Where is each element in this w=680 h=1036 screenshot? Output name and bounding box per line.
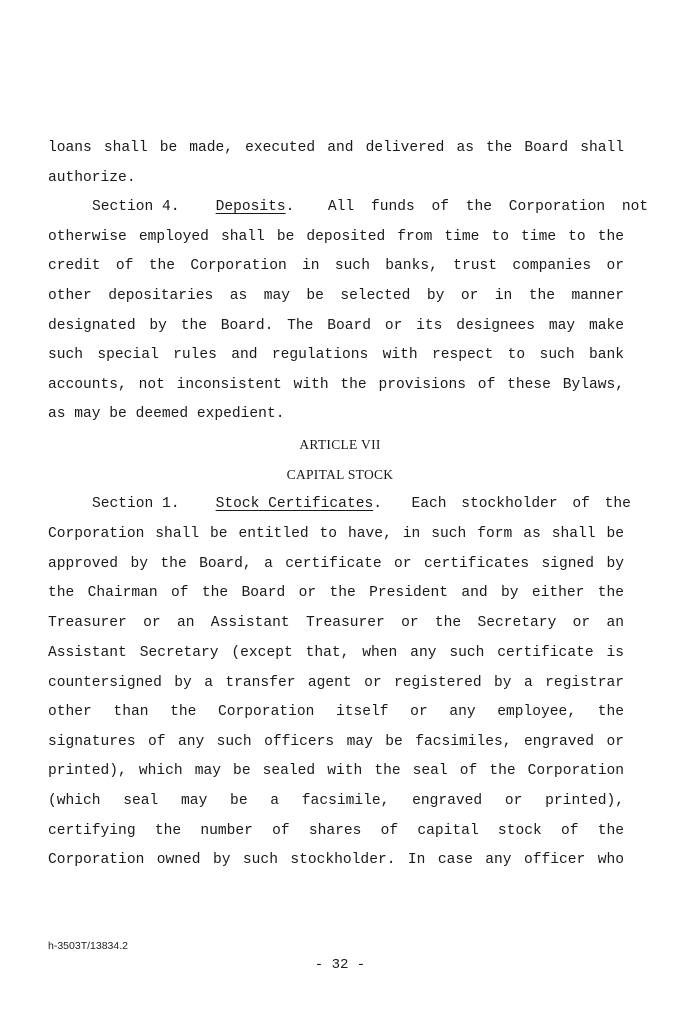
- body-line: countersigned by a transfer agent or registered by a registrar: [48, 675, 624, 691]
- section-1-first-line: [48, 495, 631, 513]
- body-line: as may be deemed expedient.: [48, 406, 285, 422]
- body-line: credit of the Corporation in such banks, trust companies or: [48, 258, 624, 274]
- body-line: loans shall be made, executed and delivered as the Board shall: [48, 140, 624, 156]
- body-line: printed), which may be sealed with the seal of the Corporation: [48, 763, 624, 779]
- body-line: Assistant Secretary (except that, when any such certificate is: [48, 645, 624, 661]
- article-title: CAPITAL STOCK: [286, 467, 394, 482]
- body-line: authorize.: [48, 170, 136, 186]
- body-line: Corporation shall be entitled to have, in such form as shall be: [48, 526, 624, 542]
- section-4-label: Section 4.: [92, 199, 180, 215]
- body-line: signatures of any such officers may be facsimiles, engraved or: [48, 734, 624, 750]
- body-line: certifying the number of shares of capital stock of the: [48, 823, 624, 839]
- section-4-first-line: [48, 198, 649, 216]
- section-1-rest: . Each stockholder of the: [373, 496, 631, 512]
- body-line: the Chairman of the Board or the President and by either the: [48, 585, 624, 601]
- body-line: Treasurer or an Assistant Treasurer or the Secretary or an: [48, 615, 624, 631]
- section-4-rest: . All funds of the Corporation not: [285, 199, 649, 215]
- body-line: (which seal may be a facsimile, engraved or printed),: [48, 793, 624, 809]
- body-line: approved by the Board, a certificate or certificates signed by: [48, 556, 624, 572]
- body-line: other depositaries as may be selected by or in the manner: [48, 288, 624, 304]
- section-4-heading: Deposits: [215, 199, 286, 215]
- document-id: h-3503T/13834.2: [48, 940, 128, 952]
- body-line: otherwise employed shall be deposited from time to time to the: [48, 229, 624, 245]
- section-1-heading: Stock Certificates: [215, 496, 374, 512]
- body-line: accounts, not inconsistent with the provisions of these Bylaws,: [48, 377, 624, 393]
- body-line: Corporation owned by such stockholder. In case any officer who: [48, 852, 624, 868]
- body-line: designated by the Board. The Board or its designees may make: [48, 318, 624, 334]
- body-line: such special rules and regulations with respect to such bank: [48, 347, 624, 363]
- article-number: ARTICLE VII: [299, 437, 381, 452]
- body-line: other than the Corporation itself or any employee, the: [48, 704, 624, 720]
- section-1-label: Section 1.: [92, 496, 180, 512]
- page-number: - 32 -: [314, 957, 366, 973]
